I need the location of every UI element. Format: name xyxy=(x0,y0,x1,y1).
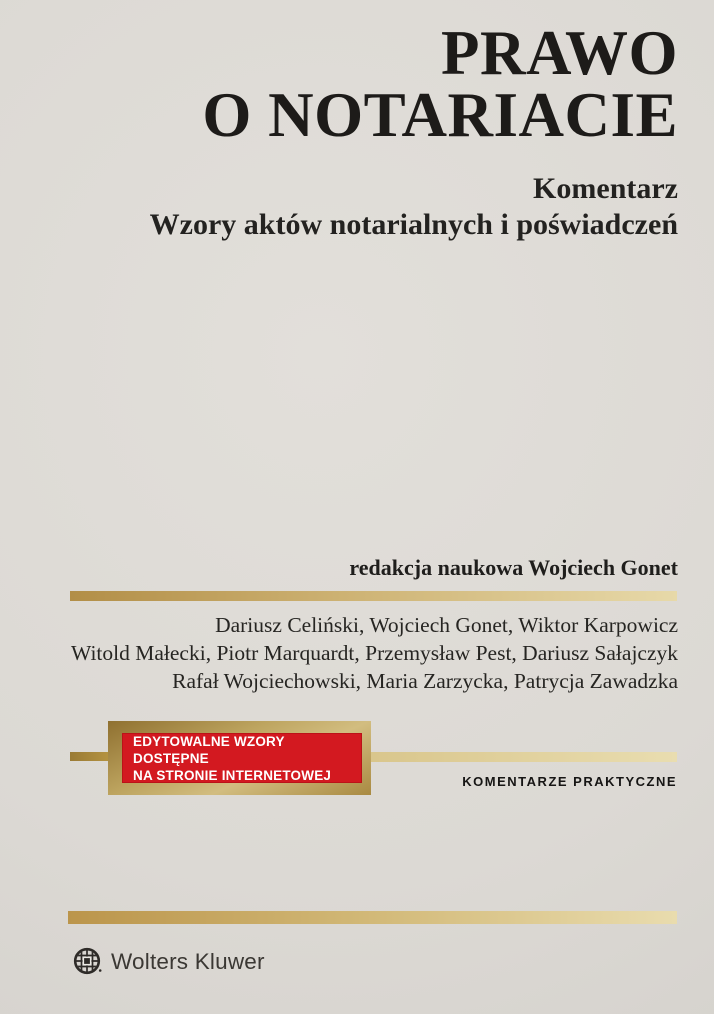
gold-stub-left xyxy=(70,752,110,761)
book-title-line2: O NOTARIACIE xyxy=(202,80,678,150)
book-subtitle xyxy=(60,171,678,243)
author-line-3: Rafał Wojciechowski, Maria Zarzycka, Patrycja Zawadzka xyxy=(172,669,678,693)
gold-divider-editor xyxy=(70,591,677,601)
badge-plaque xyxy=(108,721,371,795)
book-title-line1: PRAWO xyxy=(441,18,678,88)
gold-line-right xyxy=(371,752,677,762)
series-label: KOMENTARZE PRAKTYCZNE xyxy=(462,774,677,789)
author-line-2: Witold Małecki, Piotr Marquardt, Przemysław Pest, Dariusz Sałajczyk xyxy=(71,641,678,665)
author-line-1: Dariusz Celiński, Wojciech Gonet, Wiktor Karpowicz xyxy=(215,613,678,637)
badge-line-2: NA STRONIE INTERNETOWEJ xyxy=(133,767,332,783)
editable-templates-badge xyxy=(122,733,362,783)
editor-credit: redakcja naukowa Wojciech Gonet xyxy=(349,555,678,580)
publisher-name: Wolters Kluwer xyxy=(111,949,265,974)
subtitle-wzory: Wzory aktów notarialnych i poświadczeń xyxy=(149,208,678,241)
wolters-kluwer-emblem-icon xyxy=(73,947,103,977)
publisher-logo xyxy=(73,947,265,977)
book-title xyxy=(60,18,678,150)
badge-line-1: EDYTOWALNE WZORY DOSTĘPNE xyxy=(133,733,285,766)
authors-list xyxy=(60,611,678,695)
subtitle-komentarz: Komentarz xyxy=(533,172,678,205)
gold-divider-bottom xyxy=(68,911,677,924)
